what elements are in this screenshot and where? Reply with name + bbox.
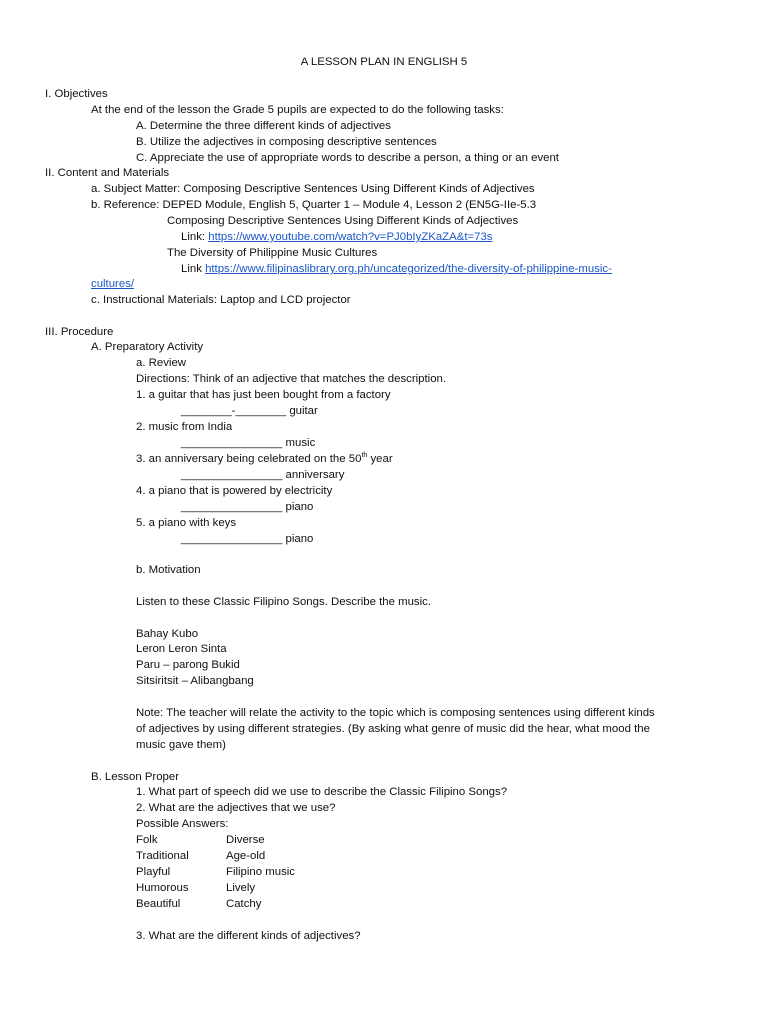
motivation-heading: b. Motivation: [136, 564, 201, 576]
review-answer-blank: ________-________ guitar: [181, 405, 318, 417]
lesson-question: 3. What are the different kinds of adjectives?: [136, 930, 361, 942]
answer-left: Playful: [136, 866, 171, 878]
lesson-question: 1. What part of speech did we use to describe the Classic Filipino Songs?: [136, 786, 508, 798]
review-answer-blank: ________________ piano: [181, 501, 314, 513]
objective-item: A. Determine the three different kinds of adjectives: [136, 120, 391, 132]
review-answer-blank: ________________ anniversary: [181, 469, 345, 481]
review-answer-blank: ________________ piano: [181, 533, 314, 545]
answer-right: Filipino music: [226, 866, 295, 878]
reference: b. Reference: DEPED Module, English 5, Quarter 1 – Module 4, Lesson 2 (EN5G-IIe-5.3: [91, 199, 537, 211]
answer-left: Humorous: [136, 882, 189, 894]
objective-item: B. Utilize the adjectives in composing descriptive sentences: [136, 136, 437, 148]
answer-right: Age-old: [226, 850, 266, 862]
review-question: 4. a piano that is powered by electricity: [136, 485, 333, 497]
song-item: Paru – parong Bukid: [136, 659, 240, 671]
answer-right: Catchy: [226, 898, 262, 910]
subject-matter: a. Subject Matter: Composing Descriptive Sentences Using Different Kinds of Adjectives: [91, 183, 535, 195]
answer-right: Lively: [226, 882, 256, 894]
note-line: music gave them): [136, 739, 226, 751]
reference-link-continued: [91, 276, 134, 292]
link-label: Link: [181, 263, 206, 275]
review-question: 2. music from India: [136, 421, 233, 433]
lesson-question: 2. What are the adjectives that we use?: [136, 802, 336, 814]
reference-title: The Diversity of Philippine Music Cultures: [167, 247, 378, 259]
ordinal-suffix: th: [361, 452, 368, 460]
review-answer-blank: ________________ music: [181, 437, 316, 449]
review-question: 1. a guitar that has just been bought from a factory: [136, 389, 391, 401]
content-heading: II. Content and Materials: [45, 167, 170, 179]
note-line: of adjectives by using different strategies. (By asking what genre of music did the hear, what mood the: [136, 723, 650, 735]
motivation-text: Listen to these Classic Filipino Songs. Describe the music.: [136, 596, 432, 608]
youtube-link[interactable]: https://www.youtube.com/watch?v=PJ0bIyZKaZA&t=73s: [208, 231, 493, 243]
preparatory-heading: A. Preparatory Activity: [91, 341, 204, 353]
lesson-proper-heading: B. Lesson Proper: [91, 771, 180, 783]
document-title: A LESSON PLAN IN ENGLISH 5: [300, 56, 468, 68]
filipinas-library-link-continued[interactable]: cultures/: [91, 278, 135, 290]
answer-row: [136, 832, 158, 848]
answer-left: Beautiful: [136, 898, 181, 910]
reference-title: Composing Descriptive Sentences Using Different Kinds of Adjectives: [167, 215, 519, 227]
song-item: Leron Leron Sinta: [136, 643, 227, 655]
answer-left: Folk: [136, 834, 158, 846]
review-directions: Directions: Think of an adjective that matches the description.: [136, 373, 447, 385]
reference-link-line: [181, 229, 493, 245]
objectives-intro: At the end of the lesson the Grade 5 pupils are expected to do the following tasks:: [91, 104, 504, 116]
possible-answers-label: Possible Answers:: [136, 818, 229, 830]
review-question: 5. a piano with keys: [136, 517, 237, 529]
question-text-end: year: [367, 453, 393, 465]
note-line: Note: The teacher will relate the activity to the topic which is composing sentences using different kinds: [136, 707, 655, 719]
song-item: Bahay Kubo: [136, 628, 199, 640]
objectives-heading: I. Objectives: [45, 88, 108, 100]
answer-right: Diverse: [226, 834, 265, 846]
song-item: Sitsiritsit – Alibangbang: [136, 675, 254, 687]
instructional-materials: c. Instructional Materials: Laptop and LCD projector: [91, 294, 351, 306]
filipinas-library-link[interactable]: https://www.filipinaslibrary.org.ph/uncategorized/the-diversity-of-philippine-music-: [205, 263, 612, 275]
question-text: 3. an anniversary being celebrated on the 50: [136, 453, 362, 465]
objective-item: C. Appreciate the use of appropriate words to describe a person, a thing or an event: [136, 152, 559, 164]
link-label: Link:: [181, 231, 209, 243]
review-heading: a. Review: [136, 357, 187, 369]
answer-left: Traditional: [136, 850, 189, 862]
procedure-heading: III. Procedure: [45, 326, 114, 338]
review-question: [136, 451, 393, 467]
reference-link-line: [181, 261, 612, 277]
